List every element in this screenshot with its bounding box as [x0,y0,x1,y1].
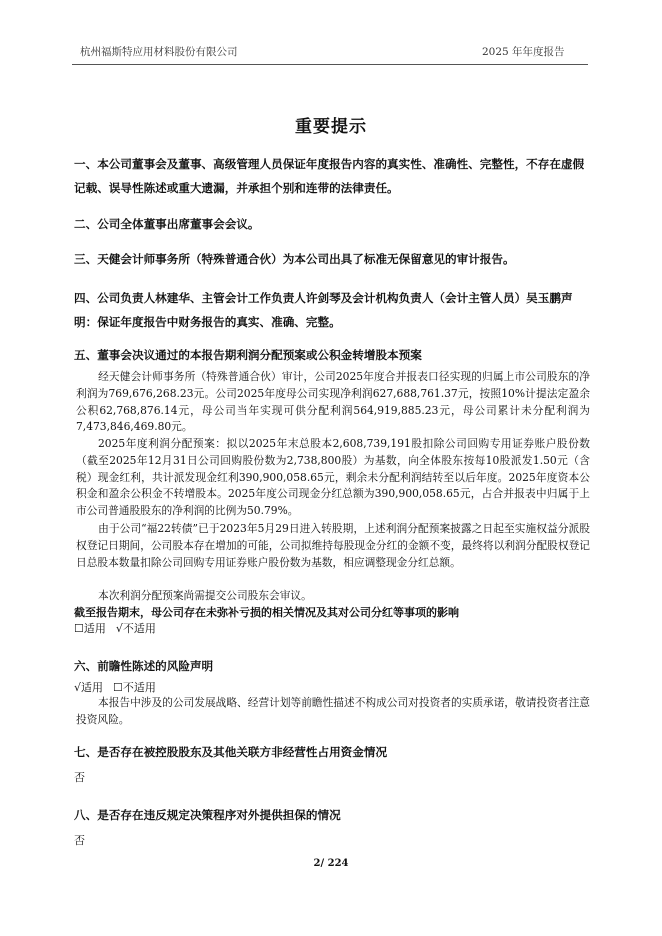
convertible-bond-text: 由于公司“福22转债”已于2023年5月29日进入转股期，上述利润分配预案披露之日起至实施权益分派股权登记日期间，公司股本存在增加的可能，公司拟维持每股现金分红的金额不变，最终将以利润分配股权登记日总股本数量扣除公司回购专用证券账户股份数为基数，相应调整现金分红总额。 [76,522,590,569]
section-two: 二、公司全体董事出席董事会会议。 [74,217,260,231]
shareholder-review-text: 本次利润分配预案尚需提交公司股东会审议。 [98,589,312,602]
section-seven-heading: 七、是否存在被控股股东及其他关联方非经营性占用资金情况 [74,745,388,759]
loss-section-options [74,621,166,637]
page-title: 重要提示 [295,117,367,137]
section-five-heading: 五、董事会决议通过的本报告期利润分配预案或公积金转增股本预案 [74,348,422,362]
convertible-bond-paragraph [76,521,590,571]
page-number: 2/ 224 [313,858,349,869]
distribution-plan-paragraph [76,436,590,520]
profit-paragraph-text: 经天健会计师事务所（特殊普通合伙）审计，公司2025年度合并报表口径实现的归属上市公司股东的净利润为769,676,268.23元。公司2025年度母公司实现净利润627,688,761.37元，按照10%计提法定盈余公积62,768,876.14元，母公司当年实现可供分配利润564,919,885.23元，母公司累计未分配利润为7,473,846,469.80元。 [76,370,590,434]
section-six-heading: 六、前瞻性陈述的风险声明 [74,659,214,673]
option-applicable: √适用 [74,681,104,694]
section-seven-answer: 否 [74,771,85,784]
loss-section-heading: 截至报告期末，母公司存在未弥补亏损的相关情况及其对公司分红等事项的影响 [74,606,459,619]
option-not-applicable: √不适用 [115,622,156,635]
header-report-title: 2025 年年度报告 [482,46,565,58]
section-four: 四、公司负责人林建华、主管会计工作负责人许剑琴及会计机构负责人（会计主管人员）吴玉鹏声明：保证年度报告中财务报告的真实、准确、完整。 [74,291,573,329]
header-company-name: 杭州福斯特应用材料股份有限公司 [80,46,238,58]
option-not-applicable: ☐不适用 [113,681,156,694]
header-divider [72,64,588,65]
section-eight-answer: 否 [74,834,85,847]
section-one: 一、本公司董事会及董事、高级管理人员保证年度报告内容的真实性、准确性、完整性，不存在虚假记载、误导性陈述或重大遗漏，并承担个别和连带的法律责任。 [74,157,585,195]
risk-statement-text: 本报告中涉及的公司发展战略、经营计划等前瞻性描述不构成公司对投资者的实质承诺，敬请投资者注意投资风险。 [76,696,590,726]
profit-paragraph [76,369,590,436]
section-eight-heading: 八、是否存在违反规定决策程序对外提供担保的情况 [74,808,341,822]
distribution-plan-text: 2025年度利润分配预案：拟以2025年末总股本2,608,739,191股扣除公司回购专用证券账户股份数（截至2025年12月31日公司回购股份数为2,738,800股）为基数，向全体股东按每10股派发1.50元（含税）现金红利，共计派发现金红利390,900,058.65元，剩余未分配利润结转至以后年度。2025年度资本公积金和盈余公积金不转增股本。2025年度公司现金分红总额为390,900,058.65元，占合并报表中归属于上市公司普通股股东的净利润的比例为50.79%。 [76,437,590,518]
section-three: 三、天健会计师事务所（特殊普通合伙）为本公司出具了标准无保留意见的审计报告。 [74,252,515,266]
option-applicable: ☐适用 [74,622,106,635]
section-six-options [74,680,166,696]
risk-statement-paragraph [76,695,590,729]
